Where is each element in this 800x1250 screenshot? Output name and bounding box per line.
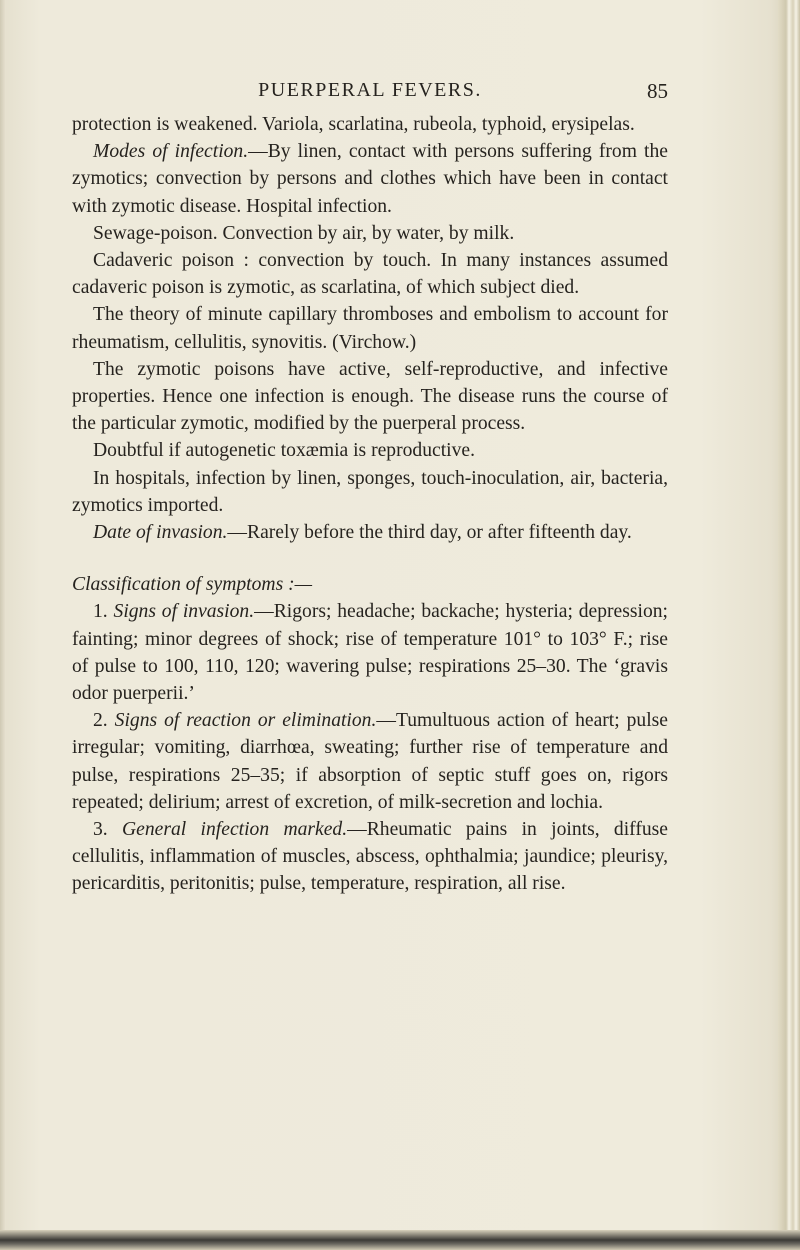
paragraph-text: protection is weakened. Variola, scarlatina, rubeola, typhoid, erysipelas. <box>72 114 635 135</box>
section-heading: General infection marked. <box>122 819 348 841</box>
paragraph-date-of-invasion <box>72 519 668 546</box>
paragraph-text: —Rarely before the third day, or after fifteenth day. <box>227 522 632 544</box>
paragraph <box>72 220 668 247</box>
page-body <box>72 111 668 898</box>
paragraph <box>72 111 668 138</box>
paragraph-text: Sewage-poison. Convection by air, by water, by milk. <box>93 222 515 244</box>
item-number: 2. <box>93 710 108 732</box>
section-heading: Signs of invasion. <box>113 601 255 623</box>
symptom-item-3 <box>72 816 668 898</box>
symptom-item-2 <box>72 707 668 816</box>
paragraph-text: —Rheumatic pains in joints, diffuse cellulitis, inflammation of muscles, abscess, ophthalmia; jaundice; pleurisy, pericarditis, peritonitis; pulse, temperature, respiration, all rise. <box>72 819 668 895</box>
paragraph <box>72 247 668 301</box>
paragraph <box>72 437 668 464</box>
page-fore-edge <box>778 0 800 1230</box>
item-number: 3. <box>93 819 108 841</box>
paragraph-text: In hospitals, infection by linen, sponges, touch-inoculation, air, bacteria, zymotics imported. <box>72 467 668 516</box>
paragraph-text: Doubtful if autogenetic toxæmia is reproductive. <box>93 440 475 462</box>
paragraph-text: The theory of minute capillary thromboses and embolism to account for rheumatism, cellulitis, synovitis. (Virchow.) <box>72 304 668 353</box>
page-number: 85 <box>647 79 668 103</box>
section-heading: Modes of infection. <box>93 141 249 163</box>
section-heading: Signs of reaction or elimination. <box>114 710 377 732</box>
paragraph <box>72 301 668 355</box>
paragraph <box>72 356 668 438</box>
paragraph-modes-of-infection <box>72 138 668 220</box>
section-heading: Classification of symptoms :— <box>72 574 313 596</box>
paragraph-text: —By linen, contact with persons suffering from the zymotics; convection by persons and clothes which have been in contact with zymotic disease. Hospital infection. <box>72 141 668 217</box>
paragraph <box>72 465 668 519</box>
paragraph-text: The zymotic poisons have active, self-reproductive, and infective properties. Hence one infection is enough. The disease runs the course of the particular zymotic, modified by the puerperal process. <box>72 358 668 435</box>
paragraph-text: Cadaveric poison : convection by touch. In many instances assumed cadaveric poison is zymotic, as scarlatina, of which subject died. <box>72 250 668 299</box>
running-title: PUERPERAL FEVERS. <box>258 79 482 101</box>
page-bottom-edge <box>0 1230 800 1250</box>
symptom-item-1 <box>72 598 668 707</box>
classification-heading <box>72 571 668 598</box>
page-left-edge <box>0 0 6 1250</box>
paragraph-text: —Tumultuous action of heart; pulse irregular; vomiting, diarrhœa, sweating; further rise of temperature and pulse, respirations 25–35; if absorption of septic stuff goes on, rigors repeated; delirium; arrest of excretion, of milk-secretion and lochia. <box>72 710 668 813</box>
page-header <box>72 79 668 105</box>
section-heading: Date of invasion. <box>93 522 228 544</box>
item-number: 1. <box>93 601 108 623</box>
paragraph-text: —Rigors; headache; backache; hysteria; depression; fainting; minor degrees of shock; rise of temperature 101° to 103° F.; rise of pulse to 100, 110, 120; wavering pulse; respirations 25–30. The ‘gravis odor puerperii.’ <box>72 601 668 705</box>
